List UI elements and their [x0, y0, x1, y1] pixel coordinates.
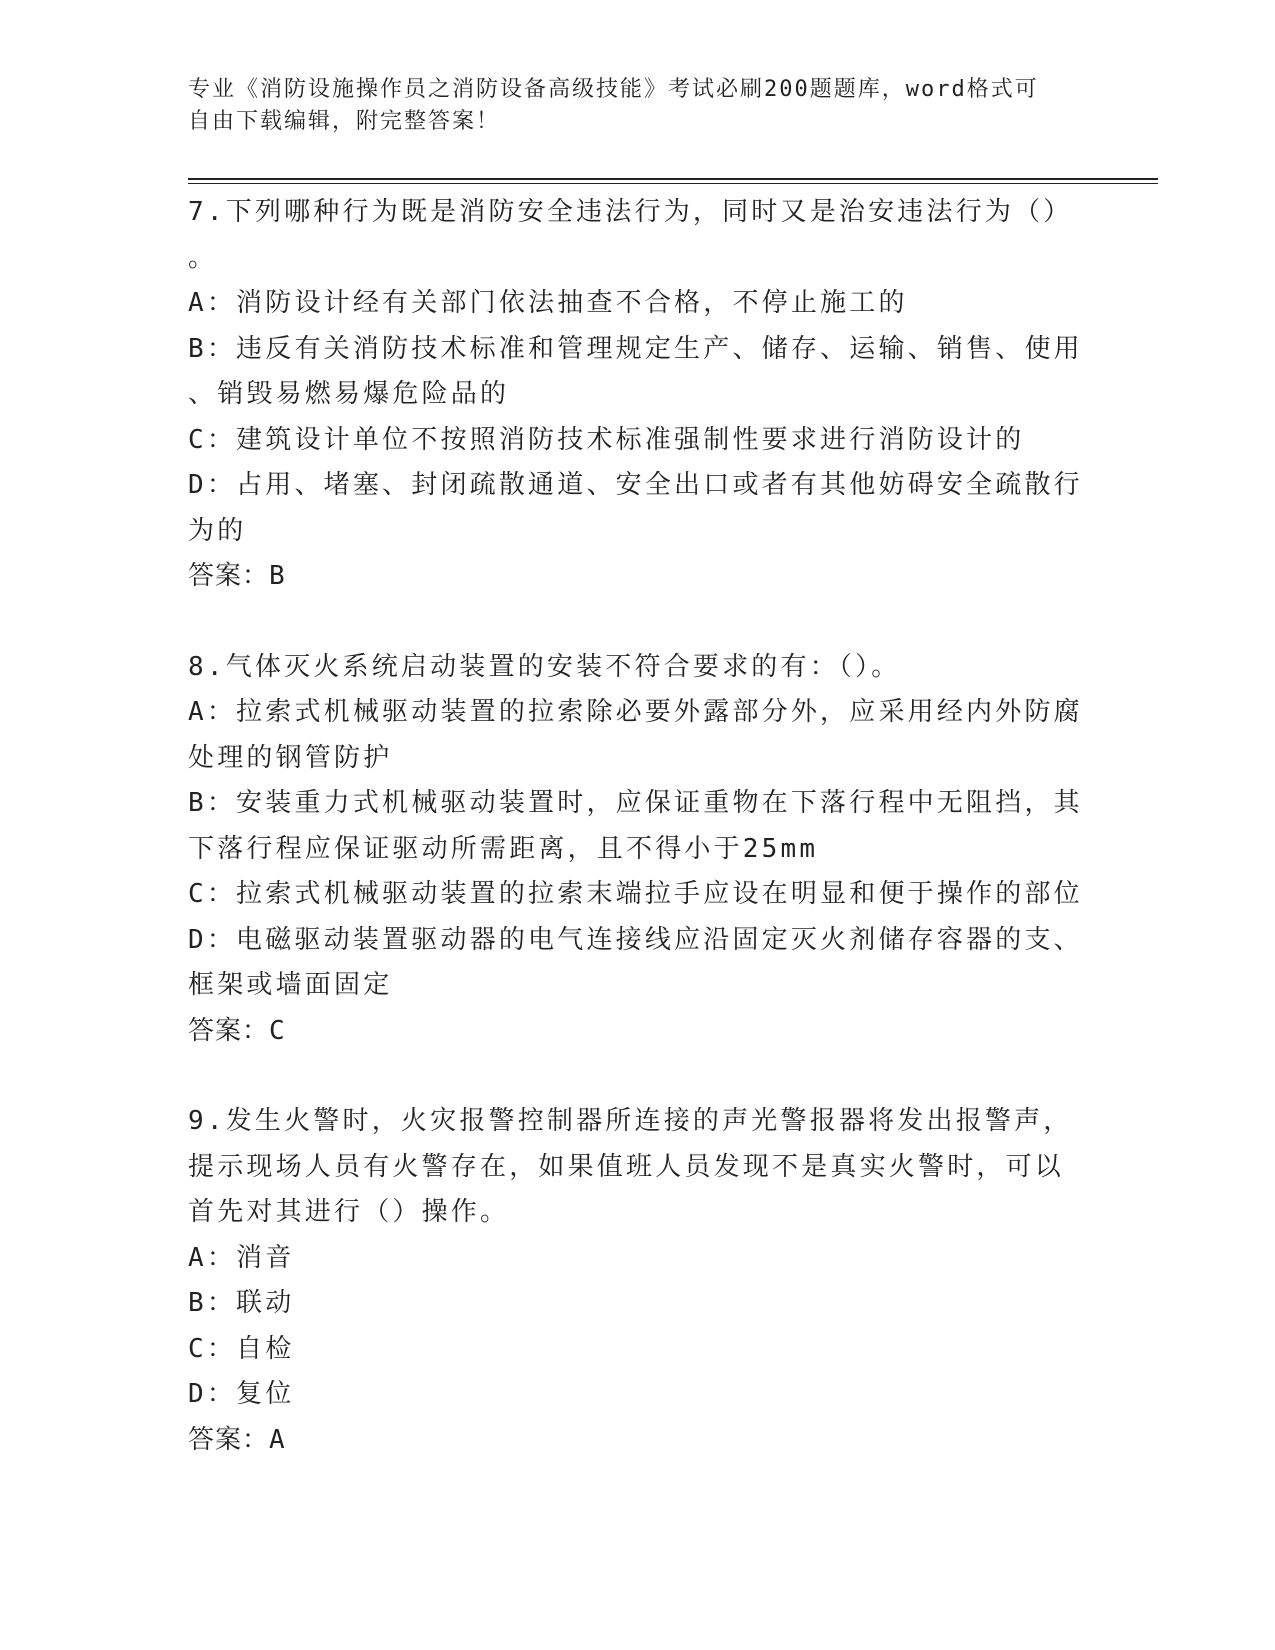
question-7-option-c: C：建筑设计单位不按照消防技术标准强制性要求进行消防设计的 [188, 424, 1025, 455]
header-divider-thick [188, 178, 1158, 180]
header-line-2: 自由下载编辑，附完整答案！ [188, 109, 501, 134]
question-7-option-a: A：消防设计经有关部门依法抽查不合格，不停止施工的 [188, 288, 908, 318]
question-8-option-b: B：安装重力式机械驱动装置时，应保证重物在下落行程中无阻挡，其 [188, 788, 1083, 818]
question-8 [188, 645, 1088, 1055]
question-8-option-d-cont: 框架或墙面固定 [188, 970, 393, 1000]
header-line-1: 专业《消防设施操作员之消防设备高级技能》考试必刷200题题库，word格式可 [188, 77, 1039, 102]
question-list [188, 190, 1088, 1508]
question-8-option-a: A：拉索式机械驱动装置的拉索除必要外露部分外，应采用经内外防腐 [188, 697, 1083, 727]
question-7-option-d: D：占用、堵塞、封闭疏散通道、安全出口或者有其他妨碍安全疏散行 [188, 470, 1083, 500]
document-header [188, 74, 1088, 138]
question-8-stem: 8.气体灭火系统启动装置的安装不符合要求的有：（）。 [188, 651, 901, 682]
question-9-option-c: C：自检 [188, 1333, 295, 1364]
question-9-stem-cont-2: 首先对其进行（）操作。 [188, 1197, 510, 1227]
question-7-option-b-cont: 、销毁易燃易爆危险品的 [188, 379, 510, 409]
question-7-answer: 答案：B [188, 561, 286, 591]
question-9-stem: 9.发生火警时，火灾报警控制器所连接的声光警报器将发出报警声， [188, 1106, 1073, 1136]
question-8-option-b-cont: 下落行程应保证驱动所需距离，且不得小于25mm [188, 833, 819, 864]
question-9-answer: 答案：A [188, 1424, 286, 1455]
question-7 [188, 190, 1088, 600]
question-9-option-d: D：复位 [188, 1379, 295, 1409]
question-7-stem: 7.下列哪种行为既是消防安全违法行为，同时又是治安违法行为（） [188, 197, 1073, 227]
question-8-answer: 答案：C [188, 1015, 286, 1046]
question-9-option-b: B：联动 [188, 1288, 295, 1318]
question-8-option-a-cont: 处理的钢管防护 [188, 742, 393, 773]
question-7-option-b: B：违反有关消防技术标准和管理规定生产、储存、运输、销售、使用 [188, 333, 1083, 364]
question-8-option-d: D：电磁驱动装置驱动器的电气连接线应沿固定灭火剂储存容器的支、 [188, 924, 1083, 955]
question-9-stem-cont-1: 提示现场人员有火警存在，如果值班人员发现不是真实火警时，可以 [188, 1151, 1065, 1182]
question-8-option-c: C：拉索式机械驱动装置的拉索末端拉手应设在明显和便于操作的部位 [188, 879, 1083, 909]
question-9 [188, 1099, 1088, 1463]
question-7-option-d-cont: 为的 [188, 515, 247, 546]
header-divider-thin [188, 183, 1158, 184]
question-7-stem-cont: 。 [188, 242, 218, 273]
question-9-option-a: A：消音 [188, 1242, 295, 1273]
